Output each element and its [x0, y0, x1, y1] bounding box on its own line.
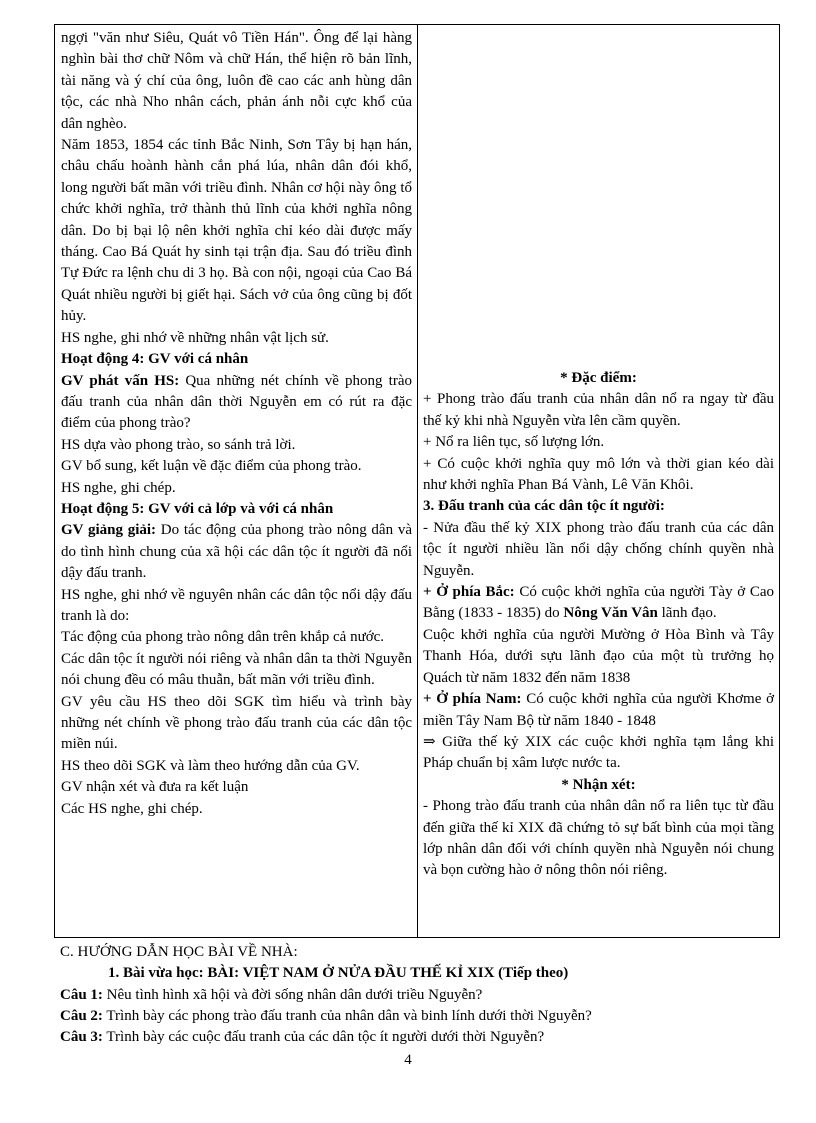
lesson-title	[60, 963, 780, 984]
paragraph: ⇒ Giữa thế kỷ XIX các cuộc khởi nghĩa tạm lắng khi Pháp chuẩn bị xâm lược nước ta.	[423, 733, 774, 772]
paragraph: + Nổ ra liên tục, số lượng lớn.	[423, 434, 605, 451]
activity-5-heading	[61, 499, 412, 520]
question-label: Câu 2:	[60, 1007, 103, 1024]
page-number: 4	[404, 1052, 412, 1068]
question-text: Trình bày các cuộc đấu tranh của các dân tộc ít người dưới thời Nguyễn?	[102, 1029, 545, 1046]
paragraph	[423, 689, 774, 732]
paragraph: Cuộc khởi nghĩa của người Mường ở Hòa Bình và Tây Thanh Hóa, dưới sựu lãnh đạo của một tù trưởng họ Quách từ năm 1832 đến năm 1838	[423, 626, 774, 686]
lesson-content-column	[418, 25, 779, 937]
question-2	[60, 1006, 780, 1027]
lesson-title-text: 1. Bài vừa học: BÀI: VIỆT NAM Ở NỬA ĐẦU THẾ KỈ XIX (Tiếp theo)	[108, 965, 569, 982]
question-text: Nêu tình hình xã hội và đời sống nhân dân dưới triều Nguyễn?	[102, 986, 483, 1003]
paragraph: Tác động của phong trào nông dân trên khắp cả nước.	[61, 629, 385, 646]
paragraph: HS nghe, ghi nhớ về những nhân vật lịch sử.	[61, 329, 329, 346]
question-text: Trình bày các phong trào đấu tranh của nhân dân và binh lính dưới thời Nguyễn?	[102, 1007, 592, 1024]
text: Có cuộc khởi nghĩa của người Tày ở Cao Bằng (1833 - 1835) do	[423, 584, 774, 622]
question-3	[60, 1027, 780, 1048]
question-1	[60, 985, 780, 1006]
paragraph: - Phong trào đấu tranh của nhân dân nổ ra liên tục từ đầu đến giữa thế kỉ XIX đã chứng tỏ sự bất bình của mọi tầng lớp nhân dân đối với chính quyền nhà Nguyễn nói chung và bọn cường hào ở nông thôn nói riêng.	[423, 798, 774, 879]
paragraph	[423, 582, 774, 625]
heading-text: Hoạt động 4: GV với cá nhân	[61, 351, 249, 368]
heading-text: * Đặc điểm:	[560, 370, 637, 386]
heading-text: Hoạt động 5: GV với cả lớp và với cá nhân	[61, 500, 334, 517]
characteristics-heading	[423, 368, 774, 389]
lesson-table	[54, 24, 780, 938]
paragraph: Năm 1853, 1854 các tỉnh Bắc Ninh, Sơn Tây bị hạn hán, châu chấu hoành hành cắn phá lúa, nhân dân đói khổ, long người bất mãn với triều đình. Nhân cơ hội này ông tổ chức khởi nghĩa, trở thành thủ lĩnh của khởi nghĩa nông dân. Do bị bại lộ nên khởi nghĩa chỉ kéo dài được mấy tháng. Cao Bá Quát hy sinh tại trận địa. Sau đó triều đình Tự Đức ra lệnh chu di 3 họ. Bà con nội, ngoại của Cao Bá Quát nhiều người bị giết hại. Sách vở của ông cũng bị đốt hủy.	[61, 137, 412, 325]
leader-name: Nông Văn Vân	[563, 605, 658, 622]
label: + Ở phía Bắc:	[423, 584, 515, 601]
paragraph: HS dựa vào phong trào, so sánh trả lời.	[61, 436, 296, 453]
paragraph: GV yêu cầu HS theo dõi SGK tìm hiểu và trình bày những nét chính về phong trào đấu tranh của các dân tộc miền núi.	[61, 693, 412, 753]
label: GV phát vấn HS:	[61, 372, 180, 389]
paragraph: Các dân tộc ít người nói riêng và nhân dân ta thời Nguyễn nói chung đều có mâu thuẫn, bất mãn với triều đình.	[61, 650, 412, 689]
paragraph: ngợi "văn như Siêu, Quát vô Tiền Hán". Ông để lại hàng nghìn bài thơ chữ Nôm và chữ Hán, thể hiện rõ bản lĩnh, tài năng và ý chí của ông, luôn đề cao các anh hùng dân tộc, các nhà Nho nhân cách, phản ánh nỗi cực khổ của dân nghèo.	[61, 30, 412, 132]
paragraph: HS nghe, ghi nhớ về nguyên nhân các dân tộc nổi dậy đấu tranh là do:	[61, 586, 412, 624]
activity-4-heading	[61, 349, 412, 370]
text: Qua những nét chính về phong trào đấu tranh của nhân dân thời Nguyễn em có rút ra đặc điểm của phong trào?	[61, 372, 412, 432]
paragraph	[61, 371, 412, 435]
question-label: Câu 1:	[60, 986, 103, 1003]
paragraph: HS theo dõi SGK và làm theo hướng dẫn của GV.	[61, 757, 360, 774]
paragraph: + Phong trào đấu tranh của nhân dân nổ ra ngay từ đầu thế kỷ khi nhà Nguyễn vừa lên cầm quyền.	[423, 391, 774, 429]
heading-text: * Nhận xét:	[561, 776, 636, 793]
text: lãnh đạo.	[657, 605, 717, 622]
text: Có cuộc khởi nghĩa của người Khơme ở miền Tây Nam Bộ từ năm 1840 - 1848	[423, 691, 775, 729]
question-label: Câu 3:	[60, 1029, 103, 1046]
label: GV giảng giải:	[61, 522, 157, 539]
paragraph: + Có cuộc khởi nghĩa quy mô lớn và thời gian kéo dài như khởi nghĩa Phan Bá Vành, Lê Văn Khôi.	[423, 455, 774, 494]
teacher-student-activities-column	[55, 25, 418, 937]
paragraph: GV bổ sung, kết luận về đặc điểm của phong trào.	[61, 458, 362, 475]
remarks-heading	[423, 775, 774, 796]
text: Do tác động của phong trào nông dân và do tình hình chung của xã hội các dân tộc ít người đã nổi dậy đấu tranh.	[61, 522, 412, 582]
paragraph: HS nghe, ghi chép.	[61, 479, 176, 496]
homework-heading: C. HƯỚNG DẪN HỌC BÀI VỀ NHÀ:	[60, 944, 298, 960]
section-3-heading	[423, 496, 774, 517]
paragraph: - Nửa đầu thế kỷ XIX phong trào đấu tranh của các dân tộc ít người nhiều lần nổi dậy chống chính quyền nhà Nguyễn.	[423, 519, 774, 579]
homework-guide	[60, 942, 780, 1048]
paragraph	[61, 520, 412, 584]
heading-text: 3. Đấu tranh của các dân tộc ít người:	[423, 498, 665, 515]
paragraph: Các HS nghe, ghi chép.	[61, 800, 203, 817]
label: + Ở phía Nam:	[423, 691, 522, 708]
paragraph: GV nhận xét và đưa ra kết luận	[61, 779, 249, 796]
